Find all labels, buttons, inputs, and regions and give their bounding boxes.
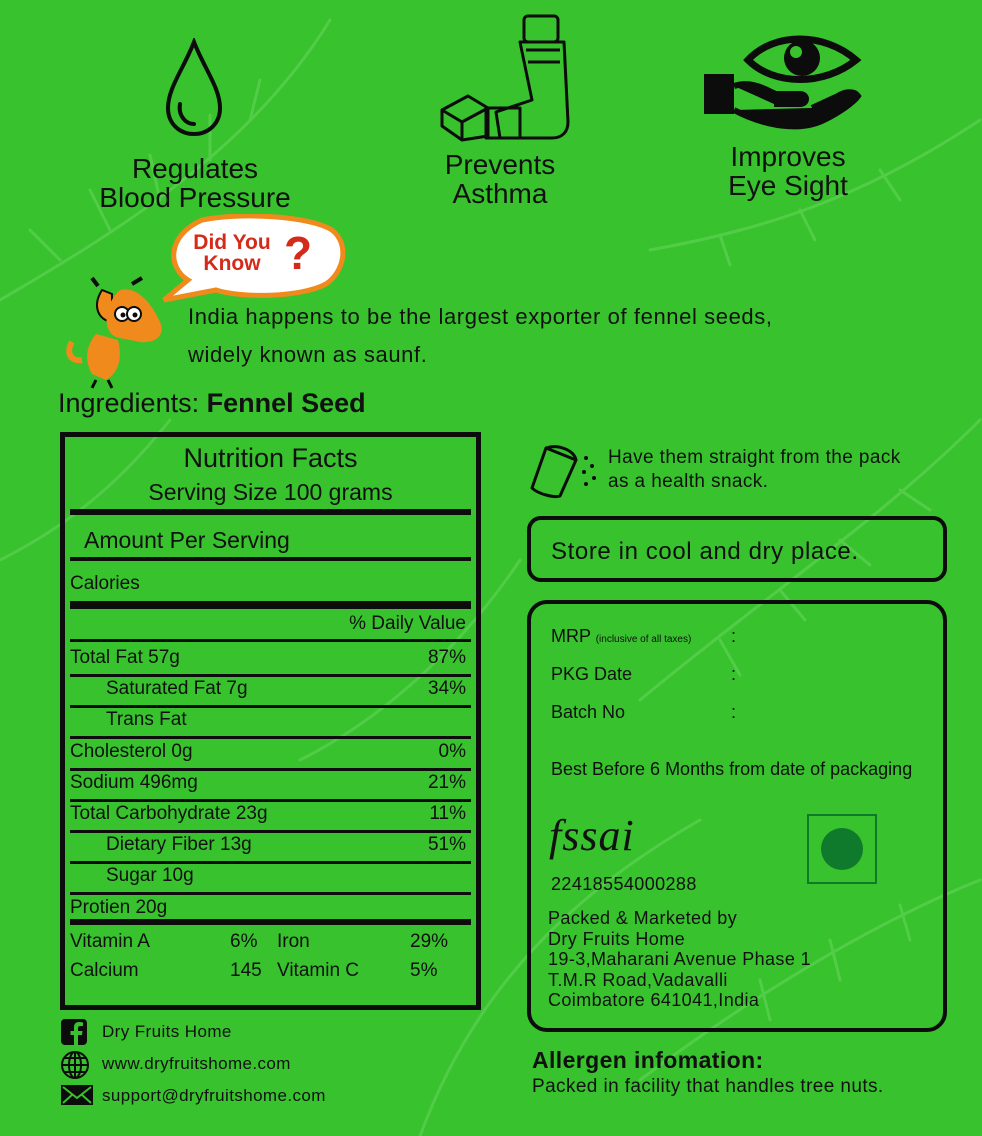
globe-icon xyxy=(60,1050,90,1080)
benefit-line1: Improves xyxy=(730,141,846,172)
nutrient-label: Cholesterol 0g xyxy=(70,741,193,762)
benefit-asthma xyxy=(400,150,600,208)
benefit-line2: Asthma xyxy=(452,178,548,209)
divider xyxy=(70,892,471,895)
fact-line1: India happens to be the largest exporter of fennel seeds, xyxy=(188,304,773,329)
snack-pack-icon xyxy=(528,440,600,500)
benefit-blood-pressure xyxy=(60,154,330,212)
contact-text[interactable]: www.dryfruitshome.com xyxy=(102,1054,291,1073)
ingredients xyxy=(58,388,366,419)
serving-size: Serving Size 100 grams xyxy=(148,479,393,505)
packed-line: Dry Fruits Home xyxy=(548,928,686,949)
divider-thick xyxy=(70,601,471,609)
nutrient-label: Dietary Fiber 13g xyxy=(106,834,252,855)
vitamin-value: 5% xyxy=(410,960,438,981)
packed-by xyxy=(548,908,811,1011)
benefit-line1: Regulates xyxy=(131,153,259,184)
mascot-dog-icon xyxy=(62,276,168,390)
mrp-label: MRP xyxy=(551,626,591,646)
allergen-heading: Allergen infomation: xyxy=(532,1047,764,1073)
contact-text[interactable]: support@dryfruitshome.com xyxy=(102,1086,326,1105)
mrp-colon: : xyxy=(731,626,737,646)
divider xyxy=(70,830,471,833)
packed-line: Packed & Marketed by xyxy=(548,908,738,928)
envelope-icon xyxy=(60,1082,94,1106)
divider xyxy=(70,674,471,677)
nutrient-daily-value: 11% xyxy=(429,803,466,824)
packed-line: T.M.R Road,Vadavalli xyxy=(548,969,728,990)
divider xyxy=(70,736,471,739)
benefit-eye-sight xyxy=(690,142,886,200)
nutrient-daily-value: 34% xyxy=(427,678,466,699)
nutrient-label: Protien 20g xyxy=(70,897,168,918)
nutrient-label: Total Carbohydrate 23g xyxy=(70,803,268,824)
mrp-note: (inclusive of all taxes) xyxy=(595,634,692,645)
nutrient-daily-value: 21% xyxy=(427,772,466,793)
benefit-line1: Prevents xyxy=(444,149,556,180)
nutrient-label: Sodium 496mg xyxy=(70,772,198,793)
snack-tip-line1: Have them straight from the pack xyxy=(608,447,901,468)
amount-per-serving-label: Amount Per Serving xyxy=(84,527,290,553)
vitamin-label: Calcium xyxy=(70,960,139,981)
batch-no-colon: : xyxy=(731,702,737,722)
did-you-know-label xyxy=(187,232,277,274)
contact-text[interactable]: Dry Fruits Home xyxy=(102,1022,232,1041)
bubble-line1: Did You xyxy=(193,231,271,254)
bubble-line2: Know xyxy=(203,252,261,275)
inhaler-icon xyxy=(436,12,576,144)
water-drop-icon xyxy=(162,38,226,138)
storage-box xyxy=(527,516,947,582)
nutrient-label: Total Fat 57g xyxy=(70,647,180,668)
packed-line: Coimbatore 641041,India xyxy=(548,990,760,1010)
vitamin-label: Vitamin A xyxy=(70,931,150,952)
benefit-line2: Blood Pressure xyxy=(99,182,291,213)
nutrition-facts-panel xyxy=(60,432,481,1010)
divider xyxy=(70,705,471,708)
best-before: Best Before 6 Months from date of packaging xyxy=(551,759,913,779)
snack-tip-line2: as a health snack. xyxy=(608,471,769,492)
vitamin-label: Iron xyxy=(277,931,310,952)
snack-tip xyxy=(608,446,901,494)
nutrient-daily-value: 51% xyxy=(427,834,466,855)
did-you-know-fact xyxy=(188,298,928,374)
pkg-date-colon: : xyxy=(731,664,737,684)
product-info-box xyxy=(527,600,947,1032)
divider xyxy=(70,639,471,642)
storage-text: Store in cool and dry place. xyxy=(551,538,859,565)
nutrient-label: Sugar 10g xyxy=(106,865,194,886)
fact-line2: widely known as saunf. xyxy=(188,342,428,367)
nutrition-title: Nutrition Facts xyxy=(183,443,358,473)
fssai-logo xyxy=(549,810,635,861)
vitamin-value: 29% xyxy=(410,931,449,952)
daily-value-label: % Daily Value xyxy=(349,613,466,634)
nutrient-daily-value: 0% xyxy=(438,741,466,762)
ingredients-value: Fennel Seed xyxy=(206,388,366,418)
benefit-line2: Eye Sight xyxy=(728,170,848,201)
question-mark-icon: ? xyxy=(284,227,313,279)
divider xyxy=(70,799,471,802)
fssai-license-number: 22418554000288 xyxy=(551,874,697,894)
ingredients-label: Ingredients: xyxy=(58,388,200,418)
fssai-logo-text: fssai xyxy=(549,811,635,860)
divider xyxy=(70,557,471,561)
batch-no-label: Batch No xyxy=(551,702,626,722)
veg-dot xyxy=(821,828,863,870)
divider xyxy=(70,861,471,864)
divider-thick xyxy=(70,919,471,925)
allergen-text: Packed in facility that handles tree nuts. xyxy=(532,1076,884,1097)
vitamin-value: 145 xyxy=(230,960,262,981)
facebook-icon xyxy=(60,1018,88,1046)
nutrient-daily-value: 87% xyxy=(427,647,466,668)
pkg-date-label: PKG Date xyxy=(551,664,633,684)
veg-mark-icon xyxy=(807,814,877,884)
vitamin-label: Vitamin C xyxy=(277,960,360,981)
nutrient-label: Saturated Fat 7g xyxy=(106,678,248,699)
nutrient-label: Trans Fat xyxy=(106,709,187,730)
divider xyxy=(70,768,471,771)
calories-label: Calories xyxy=(70,573,140,594)
eye-hand-icon xyxy=(704,30,862,140)
divider-thick xyxy=(70,509,471,515)
packed-line: 19-3,Maharani Avenue Phase 1 xyxy=(548,949,812,969)
mrp-row xyxy=(551,626,691,647)
vitamin-value: 6% xyxy=(230,931,258,952)
